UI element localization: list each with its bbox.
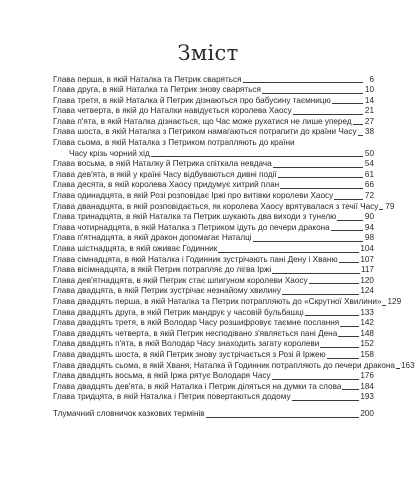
toc-entry: [53, 308, 374, 319]
toc-entry-title: Глава двадцять п'ята, в якій Володар Часу знаходить загату королеви: [53, 339, 320, 349]
toc-page-number: 133: [360, 307, 374, 317]
toc-page-number: 152: [360, 339, 374, 349]
toc-entry: [53, 127, 374, 138]
toc-page-number: 129: [387, 296, 402, 306]
toc-entry: [53, 392, 374, 403]
toc-page-number: 107: [360, 254, 374, 264]
toc-leader-line: [309, 283, 360, 284]
toc-leader-line: [331, 230, 363, 231]
toc-entry: [53, 223, 374, 234]
toc-entry: [53, 339, 374, 350]
toc-entry: [53, 96, 374, 107]
toc-entry-title: Глава двадцять шоста, в якій Петрик знову зустрічається з Розі й Іржею: [53, 349, 326, 359]
toc-leader-line: [305, 315, 360, 316]
toc-entry-title: Глава третя, в якій Наталка й Петрик дізнаються про бабусину таємницю: [53, 95, 331, 105]
toc-page-number: 200: [360, 408, 374, 418]
toc-leader-line: [332, 103, 363, 104]
toc-entry-title: Глава дев'ята, в якій у країні Часу відбуваються дивні події: [53, 169, 277, 179]
toc-entry-title: Глава сімнадцята, в якій Наталка і Годинник зустрічають пані Дену і Хваню: [53, 254, 338, 264]
toc-leader-line: [273, 167, 363, 168]
toc-page-number: 6: [369, 74, 374, 84]
toc-entry: [53, 276, 374, 287]
toc-page-number: 72: [364, 191, 374, 201]
toc-entry-title: Тлумачний словничок казкових термінів: [53, 408, 205, 418]
toc-entry: [53, 117, 374, 128]
page-title: Зміст: [177, 41, 239, 65]
toc-entry-title: Глава двадцять третя, в якій Володар Часу розшифровує таємне послання: [53, 318, 340, 328]
toc-entry: [53, 170, 374, 181]
toc-page-number: 10: [364, 85, 374, 95]
toc-entry-title: Глава чотирнадцята, в якій Наталка з Петриком ідуть до печери дракона: [53, 222, 330, 232]
toc-page-number: 176: [360, 371, 374, 381]
toc-leader-line: [253, 241, 363, 242]
toc-page-number: 193: [360, 392, 374, 402]
toc-page-number: 14: [364, 95, 374, 105]
toc-leader-line: [339, 262, 360, 263]
toc-page-number: 184: [360, 381, 374, 391]
toc-leader-line: [340, 326, 359, 327]
toc-entry: [53, 75, 374, 86]
toc-leader-line: [292, 400, 360, 401]
table-of-contents: [53, 74, 415, 420]
toc-leader-line: [327, 358, 360, 359]
toc-leader-line: [218, 252, 359, 253]
toc-page-number: 117: [360, 265, 374, 275]
toc-entry-title: Глава тридцята, в якій Наталка і Петрик повертаються додому: [53, 392, 291, 402]
toc-page-number: 66: [364, 180, 374, 190]
toc-entry: [53, 318, 374, 329]
toc-entry-title: Глава дванадцята, в якій розповідається, як королева Хаосу врятувалася з течії Часу: [53, 201, 379, 211]
toc-entry: [53, 296, 402, 308]
toc-entry-title: Глава перша, в якій Наталка та Петрик сваряться: [53, 74, 242, 84]
toc-entry-title: Глава двадцять дев'ята, в якій Наталка і Петрик діляться на думки та слова: [53, 381, 342, 391]
toc-entry: [53, 329, 374, 340]
toc-leader-line: [151, 156, 363, 157]
toc-leader-line: [379, 209, 383, 210]
toc-leader-line: [358, 135, 363, 136]
toc-entry-title: Глава п'ята, в якій Наталка дізнається, що Час може рухатися не лише уперед: [53, 116, 352, 126]
toc-entry: [53, 180, 374, 191]
toc-entry-title: Глава двадцять восьма, в якій Іржа рятує Володаря Часу: [53, 371, 271, 381]
toc-entry: [53, 212, 374, 223]
toc-entry: [53, 85, 374, 96]
toc-page-number: 61: [364, 169, 374, 179]
toc-page-number: 120: [360, 275, 374, 285]
toc-leader-line: [293, 114, 363, 115]
toc-page-number: 158: [360, 349, 374, 359]
toc-entry: [53, 265, 374, 276]
toc-entry: [53, 409, 374, 420]
toc-page-number: 54: [364, 159, 374, 169]
toc-leader-line: [243, 82, 363, 83]
toc-entry-title: Глава двадцять четверта, в якій Петрик несподівано з'являється пані Дена: [53, 328, 338, 338]
toc-entry-title: Глава п'ятнадцята, в якій дракон допомагає Наталці: [53, 233, 252, 243]
toc-page-number: 163: [400, 360, 415, 370]
toc-entry-title: Глава двадцять перша, в якій Наталка та Петрик потрапляють до «Скрутної Хвилини»: [53, 296, 382, 306]
toc-entry-title: Глава двадцять друга, в якій Петрик мандрує у часовій бульбашці: [53, 307, 304, 317]
toc-entry: [53, 233, 374, 244]
toc-page-number: 94: [364, 222, 374, 232]
toc-page-number: 148: [360, 328, 374, 338]
toc-leader-line: [338, 336, 359, 337]
toc-leader-line: [280, 188, 363, 189]
toc-page-number: 90: [364, 212, 374, 222]
toc-page-number: 142: [360, 318, 374, 328]
toc-leader-line: [272, 273, 360, 274]
toc-leader-line: [206, 417, 360, 418]
toc-entry-title: Глава вісімнадцята, в якій Петрик потрапляє до лігва Іржі: [53, 265, 272, 275]
toc-leader-line: [282, 294, 359, 295]
toc-entry: [53, 149, 374, 160]
toc-leader-line: [272, 379, 360, 380]
toc-entry-title: Глава шоста, в якій Наталка з Петриком намагаються потрапити до країни Часу: [53, 127, 357, 137]
toc-page-number: 79: [385, 201, 395, 211]
toc-page-number: 27: [364, 116, 374, 126]
toc-entry-title: Глава шістнадцята, в якій оживає Годинник: [53, 244, 218, 253]
toc-entry-title: Глава четверта, в якій до Наталки навідується королева Хаосу: [53, 106, 292, 116]
toc-entry: [53, 360, 415, 372]
toc-entry: [53, 201, 395, 213]
toc-leader-line: [353, 124, 363, 125]
toc-entry-title: Глава дев'ятнадцята, в якій Петрик стає шпигуном королеви Хаосу: [53, 275, 308, 285]
toc-entry: [53, 371, 374, 382]
toc-leader-line: [262, 93, 363, 94]
toc-entry: [53, 350, 374, 361]
toc-page-number: 104: [360, 244, 374, 253]
toc-leader-line: [278, 177, 363, 178]
toc-entry-title: Глава тринадцята, в якій Наталка та Петрик шукають два виходи з тунелю: [53, 212, 337, 222]
toc-entry: [53, 159, 374, 170]
toc-leader-line: [342, 389, 359, 390]
toc-leader-line: [382, 305, 386, 306]
toc-entry: [53, 244, 374, 255]
toc-entry: [53, 255, 374, 266]
toc-entry: [53, 382, 374, 393]
toc-leader-line: [396, 368, 400, 369]
toc-entry-title: Глава десята, в якій королева Хаосу придумує хитрий план: [53, 180, 280, 190]
toc-entry-title: Часу крізь чорний хід: [69, 148, 150, 158]
toc-entry: [53, 286, 374, 297]
toc-page-number: 98: [364, 233, 374, 243]
toc-page-number: 124: [360, 286, 374, 296]
toc-leader-line: [337, 220, 363, 221]
toc-entry: [53, 191, 374, 202]
toc-page-number: 21: [364, 106, 374, 116]
toc-entry-title: Глава восьма, в якій Наталку й Петрика спіткала невдача: [53, 159, 272, 169]
toc-entry-title: Глава двадцята, в якій Петрик зустрічає незнайому хвилину: [53, 286, 281, 296]
toc-entry-title: Глава одинадцята, в якій Розі розповідає Іржі про витівки королеви Хаосу: [53, 191, 334, 201]
toc-leader-line: [320, 347, 359, 348]
toc-entry-title: Глава двадцять сьома, в якій Хваня, Наталка й Годинник потрапляють до печери дракона: [53, 360, 395, 370]
toc-page-number: 38: [364, 127, 374, 137]
toc-entry: [53, 106, 374, 117]
toc-leader-line: [334, 199, 363, 200]
toc-entry-title: Глава друга, в якій Наталка та Петрик знову сваряться: [53, 85, 261, 95]
toc-entry-first-line: Глава сьома, в якій Наталка з Петриком потрапляють до країни: [53, 138, 295, 148]
toc-page-number: 50: [364, 148, 374, 158]
